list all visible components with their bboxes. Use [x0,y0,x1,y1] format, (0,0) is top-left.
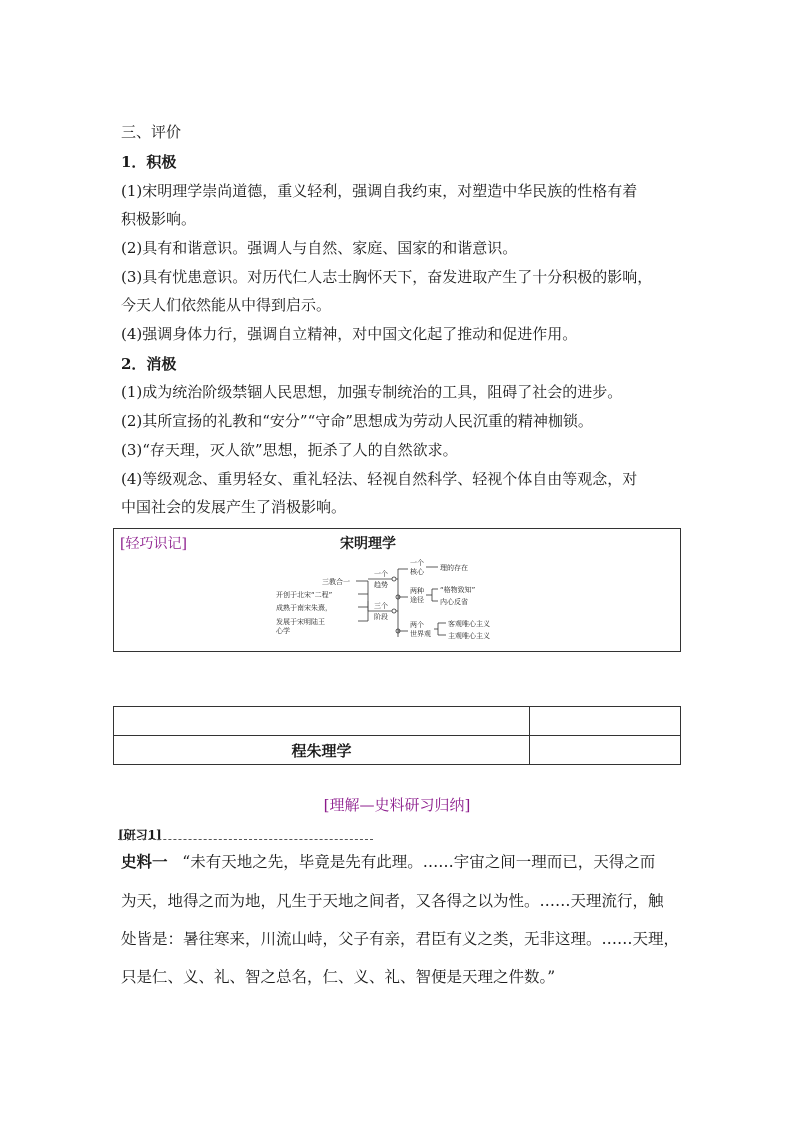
positive-item-1a: (1)宋明理学崇尚道德，重义轻利，强调自我约束，对塑造中华民族的性格有着 [121,182,638,200]
positive-item-2: (2)具有和谐意识。强调人与自然、家庭、国家的和谐意识。 [121,239,518,257]
positive-item-3b: 今天人们依然能从中得到启示。 [121,296,332,314]
negative-item-3: (3)“存天理，灭人欲”思想，扼杀了人的自然欲求。 [121,441,458,459]
mindmap-core-top: 一个 [410,559,424,567]
mindmap-left-2: 开创于北宋“二程” [276,591,333,599]
mindmap-left-3: 成熟于南宋朱熹， [276,604,332,612]
dashed-divider [118,839,373,840]
mindmap-core-text: 理的存在 [440,564,468,572]
mindmap-diagram [274,557,654,649]
negative-item-2: (2)其所宣扬的礼教和“安分”“守命”思想成为劳动人民沉重的精神枷锁。 [121,412,593,430]
mindmap-worldview-text-2: 主观唯心主义 [448,632,490,640]
mindmap-branch-a-top: 一个 [374,570,388,578]
memo-box [113,528,681,652]
section-title: [理解—史料研习归纳] [323,796,471,814]
source-line-2: 为天，地得之而为地，凡生于天地之间者，又各得之以为性。……天理流行，触 [121,892,664,910]
mindmap-left-5: 心学 [276,627,290,635]
mindmap-paths-text-2: 内心反省 [440,598,468,606]
source-line-4: 只是仁、义、礼、智之总名，仁、义、礼、智便是天理之件数。” [121,968,556,986]
heading-positive: 1．积极 [121,153,177,171]
mindmap-branch-b-bottom: 阶段 [374,613,388,621]
positive-item-4: (4)强调身体力行，强调自立精神，对中国文化起了推动和促进作用。 [121,325,578,343]
memo-tag: [轻巧识记] [120,536,187,552]
mindmap-connectors [356,567,446,637]
negative-item-4a: (4)等级观念、重男轻女、重礼轻法、轻视自然科学、轻视个体自由等观念，对 [121,470,638,488]
negative-item-1: (1)成为统治阶级禁锢人民思想，加强专制统治的工具，阻碍了社会的进步。 [121,383,623,401]
memo-title: 宋明理学 [340,536,396,552]
table-cell [530,736,681,765]
mindmap-worldview-text-1: 客观唯心主义 [448,620,490,628]
positive-item-1b: 积极影响。 [121,210,197,228]
mindmap-left-4: 发展于宋明陆王 [276,618,325,626]
source-text-1: “未有天地之先，毕竟是先有此理。……宇宙之间一理而已，天得之而 [182,853,656,871]
mindmap-core-bottom: 核心 [410,568,424,576]
positive-item-3a: (3)具有忧患意识。对历代仁人志士胸怀天下，奋发进取产生了十分积极的影响， [121,268,653,286]
table-row [114,707,681,736]
negative-item-4b: 中国社会的发展产生了消极影响。 [121,498,347,516]
source-label: 史料一 [121,852,168,871]
heading-negative: 2．消极 [121,355,177,373]
comparison-table [113,706,681,765]
mindmap-worldview-bottom: 世界观 [410,630,431,638]
source-line-3: 处皆是：暑往寒来，川流山峙，父子有亲，君臣有义之类，无非这理。……天理， [121,930,680,948]
table-cell-label: 程朱理学 [114,736,530,765]
mindmap-worldview-top: 两个 [410,621,424,629]
mindmap-paths-bottom: 途径 [410,596,424,604]
mindmap-left-1: 三教合一 [322,578,350,586]
mindmap-paths-text-1: “格物致知” [440,586,476,594]
table-row [114,736,681,765]
heading-evaluation: 三、评价 [121,123,182,141]
mindmap-paths-top: 两种 [410,587,424,595]
mindmap-branch-a-bottom: 趋势 [374,581,388,589]
table-cell [530,707,681,736]
source-line-1 [121,852,655,872]
mindmap-branch-b-top: 三个 [374,602,388,610]
table-cell [114,707,530,736]
study-tag: [研习1] [118,828,162,842]
